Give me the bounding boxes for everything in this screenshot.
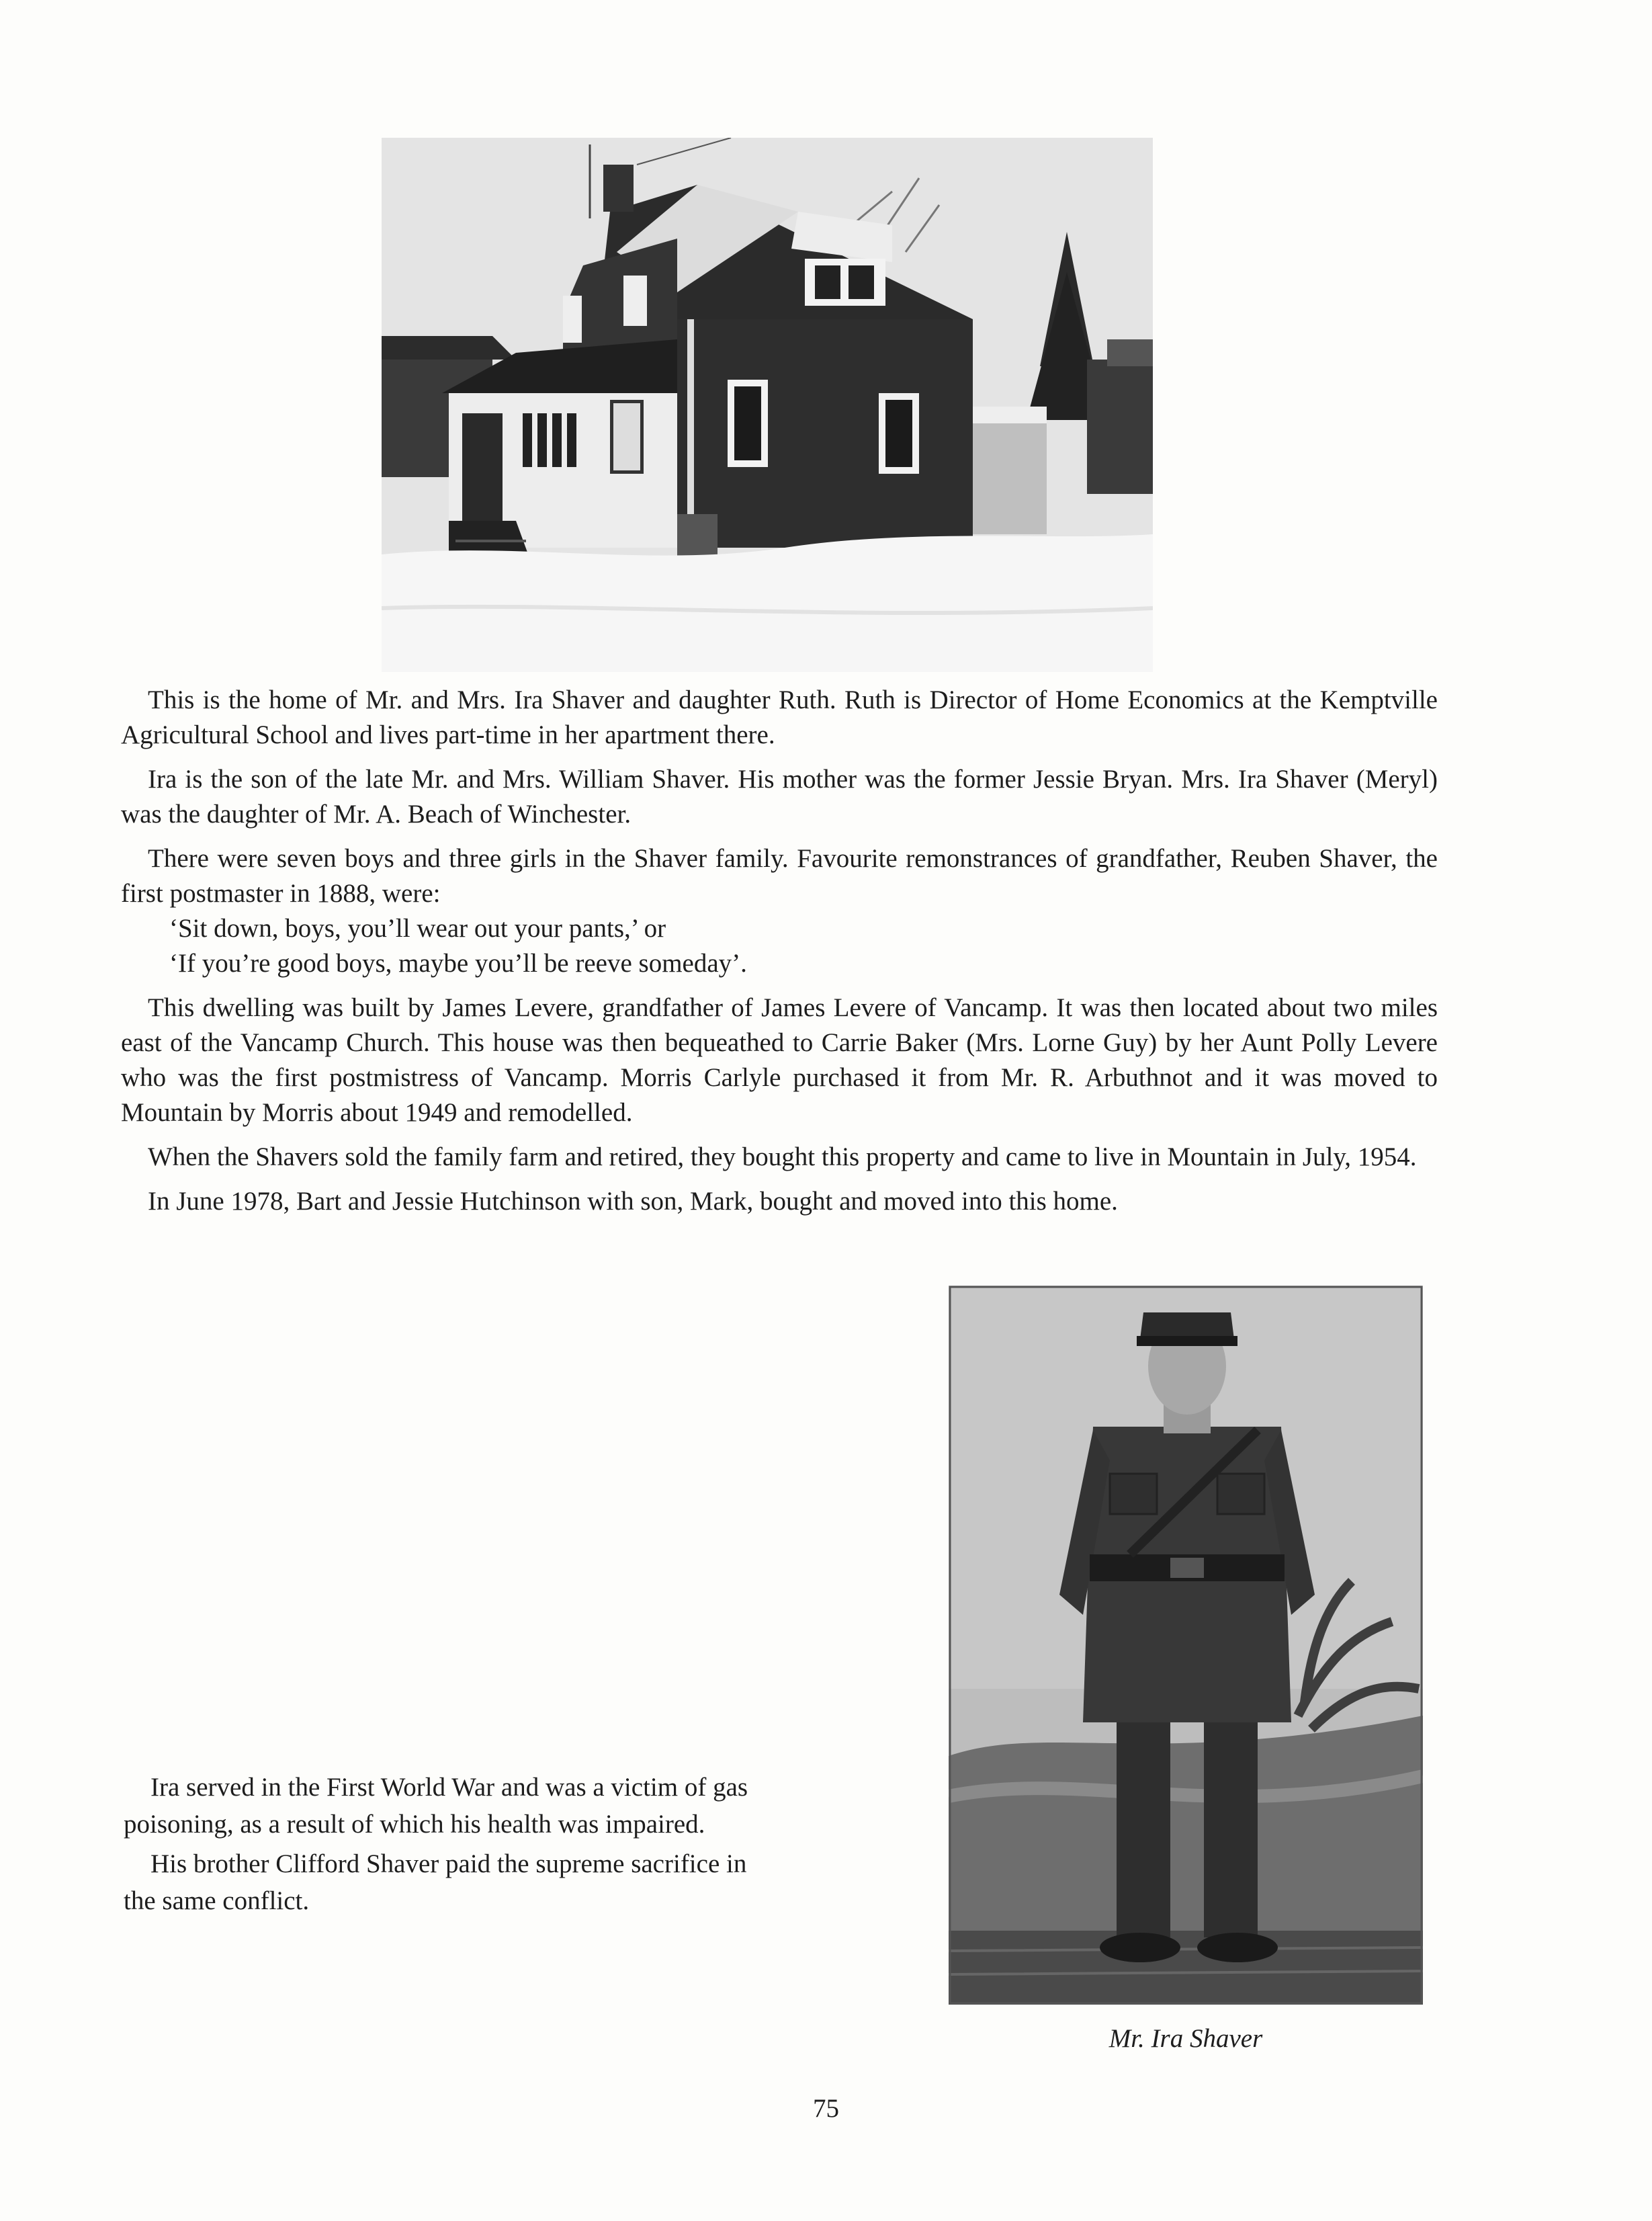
paragraph-2: Ira is the son of the late Mr. and Mrs. William Shaver. His mother was the former Jessie Bryan. Mrs. Ira Shaver (Meryl) was the daughter of Mr. A. Beach of Winchester. bbox=[121, 765, 1438, 829]
quote-line-1: ‘Sit down, boys, you’ll wear out your pants,’ or bbox=[169, 914, 666, 943]
soldier-photo bbox=[949, 1286, 1423, 2005]
main-text bbox=[121, 683, 1438, 1219]
house-photo-drawing bbox=[382, 138, 1153, 672]
page-number: 75 bbox=[813, 2094, 839, 2123]
soldier-photo-drawing bbox=[949, 1286, 1423, 2005]
side-text bbox=[124, 1766, 782, 1919]
side-paragraph-1: Ira served in the First World War and was a victim of gas poisoning, as a result of which his health was impaired. bbox=[124, 1773, 748, 1839]
paragraph-3: There were seven boys and three girls in the Shaver family. Favourite remonstrances of grandfather, Reuben Shaver, the first postmaster in 1888, were: bbox=[121, 844, 1438, 908]
side-paragraph-2: His brother Clifford Shaver paid the supreme sacrifice in the same conflict. bbox=[124, 1849, 747, 1915]
house-photo bbox=[382, 138, 1153, 672]
paragraph-5: When the Shavers sold the family farm and retired, they bought this property and came to live in Mountain in July, 1954. bbox=[148, 1142, 1417, 1171]
paragraph-6: In June 1978, Bart and Jessie Hutchinson with son, Mark, bought and moved into this home. bbox=[148, 1187, 1118, 1216]
paragraph-4: This dwelling was built by James Levere, grandfather of James Levere of Vancamp. It was then located about two miles east of the Vancamp Church. This house was then bequeathed to Carrie Baker (Mrs. Lorne Guy) by her Aunt Polly Levere who was the first postmistress of Vancamp. Morris Carlyle purchased it from Mr. R. Arbuthnot and it was moved to Mountain by Morris about 1949 and remodelled. bbox=[121, 993, 1438, 1127]
quote-line-2: ‘If you’re good boys, maybe you’ll be reeve someday’. bbox=[169, 949, 747, 978]
soldier-photo-caption: Mr. Ira Shaver bbox=[1108, 2024, 1263, 2053]
paragraph-1: This is the home of Mr. and Mrs. Ira Shaver and daughter Ruth. Ruth is Director of Home Economics at the Kemptville Agricultural School and lives part-time in her apartment there. bbox=[121, 685, 1438, 749]
